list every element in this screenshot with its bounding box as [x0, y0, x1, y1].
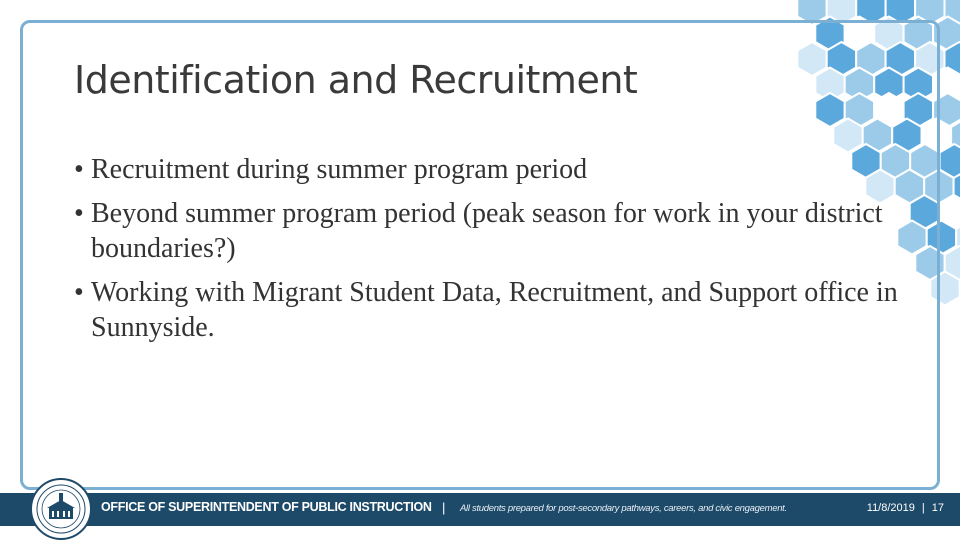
slide-title: Identification and Recruitment: [74, 58, 638, 102]
footer-tagline: All students prepared for post-secondary pathways, careers, and civic engagement.: [460, 503, 787, 514]
bullet-dot-icon: •: [74, 198, 84, 229]
bullet-item: • Beyond summer program period (peak season for work in your district boundaries?): [74, 198, 883, 264]
ospi-seal-logo-icon: [30, 478, 92, 540]
footer-meta: [867, 502, 944, 514]
bullet-item: • Recruitment during summer program period: [74, 154, 588, 185]
footer-separator: |: [442, 500, 446, 515]
bullet-list: [74, 152, 904, 354]
bullet-dot-icon: •: [74, 277, 84, 308]
bullet-dot-icon: •: [74, 154, 84, 185]
organization-name: OFFICE OF SUPERINTENDENT OF PUBLIC INSTRUCTION: [101, 500, 432, 514]
footer-separator: |: [921, 502, 925, 514]
slide-date: 11/8/2019: [866, 502, 915, 514]
slide-number: 17: [931, 502, 944, 514]
bullet-item: • Working with Migrant Student Data, Recruitment, and Support office in Sunnyside.: [74, 277, 898, 343]
